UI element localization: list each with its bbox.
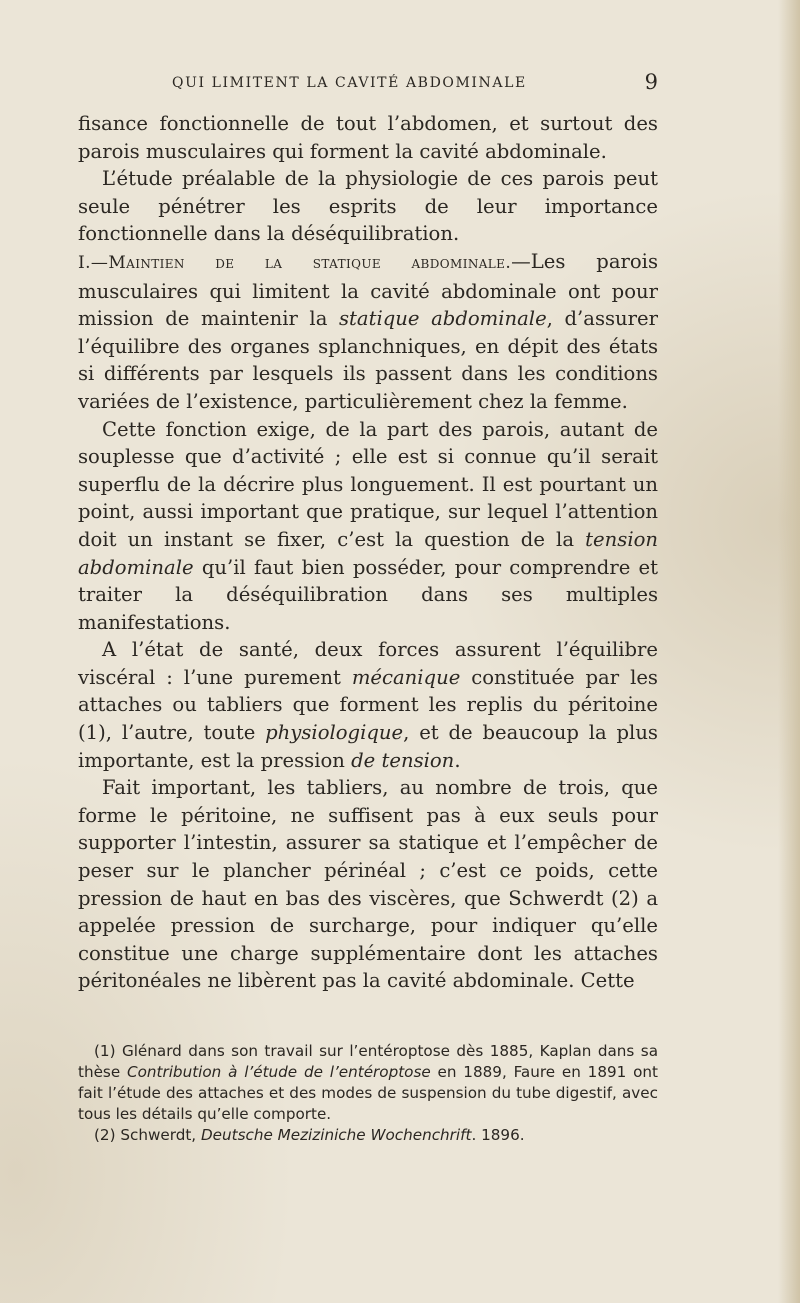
- page-header: [78, 72, 658, 102]
- footnotes: [78, 1041, 658, 1146]
- italic-term: physiologique: [265, 721, 404, 745]
- italic-term: mécanique: [351, 665, 461, 689]
- page-edge-shadow: [778, 0, 800, 1303]
- italic-title: Deutsche Meziziniche Wochenchrift: [200, 1126, 472, 1144]
- running-title: QUI LIMITENT LA CAVITÉ ABDOMINALE: [172, 75, 527, 91]
- paragraph: fisance fonctionnelle de tout l’abdomen, et surtout des parois musculaires qui forment la cavité abdominale.: [78, 112, 658, 163]
- paragraph: Cette fonction exige, de la part des parois, autant de souplesse que d’activité ; elle est si connue qu’il serait superflu de la décrire plus longuement. Il est pourtant un point, aussi important que pratique, sur lequel l’attention doit un instant se fixer, c’est la question de la tension abdominale qu’il faut bien posséder, pour comprendre et traiter la déséquilibration dans ses multiples manifestations.: [78, 417, 658, 634]
- italic-term: de tension: [351, 748, 455, 772]
- paragraph: L’étude préalable de la physiologie de ces parois peut seule pénétrer les esprits de leur importance fonctionnelle dans la déséquilibration.: [78, 167, 658, 246]
- italic-term: tension abdominale: [78, 527, 658, 579]
- page-number: 9: [644, 70, 658, 94]
- footnote-1: (1) Glénard dans son travail sur l’entéroptose dès 1885, Kaplan dans sa thèse Contribution à l’étude de l’entéroptose en 1889, Faure en 1891 ont fait l’étude des attaches et des modes de suspension du tube digestif, avec tous les détails qu’elle comporte.: [78, 1042, 658, 1123]
- body-text: [78, 110, 658, 995]
- footnote-2: (2) Schwerdt, Deutsche Meziziniche Wochenchrift. 1896.: [94, 1126, 525, 1144]
- paragraph: Fait important, les tabliers, au nombre de trois, que forme le péritoine, ne suffisent pas à eux seuls pour supporter l’intestin, assurer sa statique et l’empêcher de peser sur le plancher périnéal ; c’est ce poids, cette pression de haut en bas des viscères, que Schwerdt (2) a appelée pression de surcharge, pour indiquer qu’elle constitue une charge supplémentaire dont les attaches péritonéales ne libèrent pas la cavité abdominale. Cette: [78, 776, 658, 993]
- paragraph: A l’état de santé, deux forces assurent l’équilibre viscéral : l’une purement mécanique constituée par les attaches ou tabliers que forment les replis du péritoine (1), l’autre, toute physiologique, et de beaucoup la plus importante, est la pression de tension.: [78, 638, 658, 772]
- italic-title: Contribution à l’étude de l’entéroptose: [126, 1063, 431, 1081]
- paragraph-section-1: I.—Maintien de la statique abdominale.—Les parois musculaires qui limitent la cavité abdominale ont pour mission de maintenir la statique abdominale, d’assurer l’équilibre des organes splanchniques, en dépit des états si différents par lesquels ils passent dans les conditions variées de l’existence, particulièrement chez la femme.: [78, 249, 659, 413]
- section-heading: I.—Maintien de la statique abdominale.: [78, 252, 512, 273]
- italic-term: statique abdominale: [338, 307, 547, 331]
